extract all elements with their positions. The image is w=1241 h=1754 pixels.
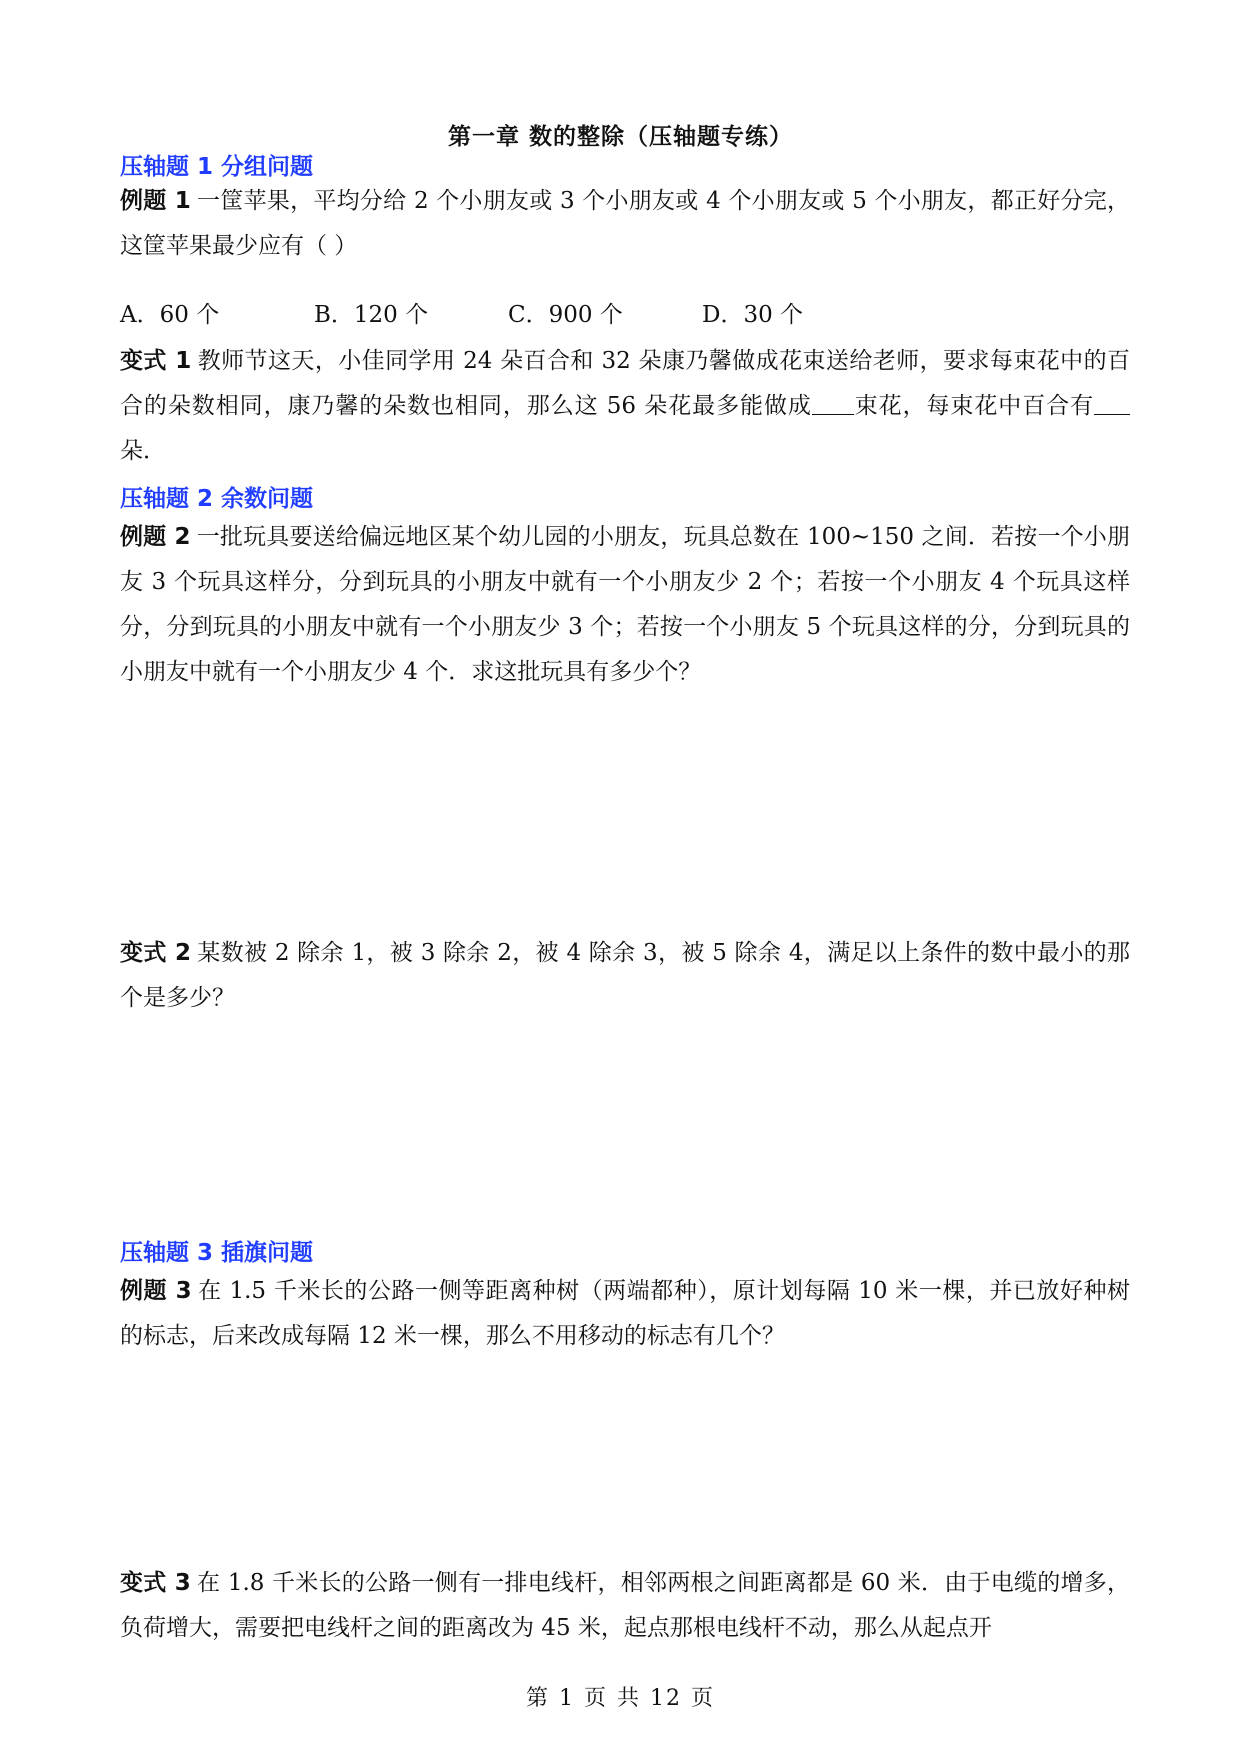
option-a: A．60 个 — [120, 302, 220, 328]
variant-label: 变式 3 — [120, 1570, 191, 1596]
example-3 — [120, 1269, 1130, 1359]
variant-3 — [120, 1561, 1130, 1651]
section-heading-grouping: 压轴题 1 分组问题 — [120, 154, 314, 180]
example-text: 一筐苹果，平均分给 2 个小朋友或 3 个小朋友或 4 个小朋友或 5 个小朋友，都正好分完，这筐苹果最少应有（ ） — [120, 188, 1130, 259]
variant-text: 某数被 2 除余 1，被 3 除余 2，被 4 除余 3，被 5 除余 4，满足以上条件的数中最小的那个是多少？ — [120, 940, 1130, 1011]
answer-blank — [812, 388, 854, 415]
example-label: 例题 3 — [120, 1278, 192, 1304]
option-c: C．900 个 — [508, 302, 623, 328]
example-text: 在 1.5 千米长的公路一侧等距离种树（两端都种），原计划每隔 10 米一棵，并已放好种树的标志，后来改成每隔 12 米一棵，那么不用移动的标志有几个？ — [120, 1278, 1130, 1349]
variant-label: 变式 2 — [120, 940, 191, 966]
option-d: D．30 个 — [702, 302, 804, 328]
example-1 — [120, 179, 1130, 269]
example-label: 例题 2 — [120, 524, 191, 550]
variant-text-part2: 束花，每束花中百合有 — [853, 393, 1095, 419]
answer-blank — [1094, 388, 1130, 415]
page-number-footer: 第 1 页 共 12 页 — [526, 1686, 715, 1711]
example-label: 例题 1 — [120, 188, 191, 214]
variant-2 — [120, 931, 1130, 1021]
variant-text-part3: 朵． — [120, 438, 166, 464]
variant-label: 变式 1 — [120, 348, 192, 374]
variant-1 — [120, 339, 1130, 474]
section-heading-flags: 压轴题 3 插旗问题 — [120, 1240, 314, 1266]
example-text: 一批玩具要送给偏远地区某个幼儿园的小朋友，玩具总数在 100~150 之间．若按一个小朋友 3 个玩具这样分，分到玩具的小朋友中就有一个小朋友少 2 个；若按一个小朋友 4 个玩具这样分，分到玩具的小朋友中就有一个小朋友少 3 个；若按一个小朋友 5 个玩具这样的分，分到玩具的小朋友中就有一个小朋友少 4 个．求这批玩具有多少个？ — [120, 524, 1130, 685]
variant-text-part1: 教师节这天，小佳同学用 24 朵百合和 32 朵康乃馨做成花束送给老师，要求每束花中的百合的朵数相同，康乃馨的朵数也相同，那么这 56 朵花最多能做成 — [120, 348, 1130, 419]
example-2 — [120, 515, 1130, 695]
option-b: B．120 个 — [314, 302, 429, 328]
variant-text: 在 1.8 千米长的公路一侧有一排电线杆，相邻两根之间距离都是 60 米．由于电缆的增多，负荷增大，需要把电线杆之间的距离改为 45 米，起点那根电线杆不动，那么从起点开 — [120, 1570, 1131, 1641]
section-heading-remainder: 压轴题 2 余数问题 — [120, 486, 314, 512]
page-title: 第一章 数的整除（压轴题专练） — [447, 124, 793, 150]
